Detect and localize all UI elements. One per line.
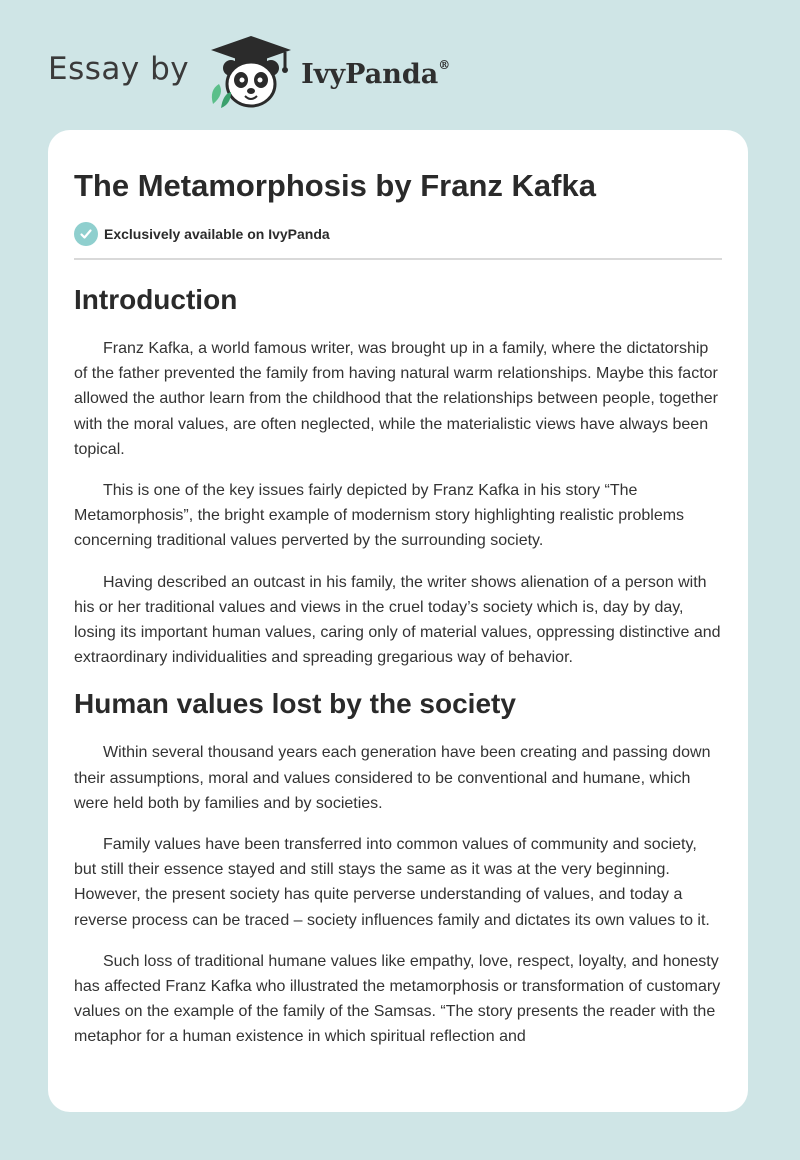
section-heading: Human values lost by the society <box>74 688 516 720</box>
paragraph: Such loss of traditional humane values like empathy, love, respect, loyalty, and honesty has affected Franz Kafka who illustrated the metamorphosis or transformation of customary values on the example of the family of the Samsas. “The story presents the reader with the metaphor for a human existence in which spiritual reflection and <box>74 952 721 1046</box>
brand-header <box>48 34 450 110</box>
paragraph: This is one of the key issues fairly depicted by Franz Kafka in his story “The Metamorphosis”, the bright example of modernism story highlighting realistic problems concerning traditional values perverted by the surrounding society. <box>74 482 685 550</box>
section-human-values <box>74 686 722 1049</box>
check-circle-icon <box>74 222 98 246</box>
brand-name: IvyPanda® <box>301 57 451 90</box>
divider <box>74 258 722 260</box>
exclusive-badge <box>74 222 722 246</box>
paragraph: Franz Kafka, a world famous writer, was brought up in a family, where the dictatorship of the father prevented the family from having natural warm relationships. Maybe this factor allowed the author learn from the childhood that the relationships between people, together with the moral values, are often neglected, while the materialistic views have always been topical. <box>74 340 718 458</box>
paragraph: Family values have been transferred into common values of community and society, but still their essence stayed and still stays the same as it was at the very beginning. However, the present society has quite perverse understanding of values, and today a reverse process can be traced – society influences family and dictates its own values to it. <box>74 836 710 929</box>
paragraph: Having described an outcast in his family, the writer shows alienation of a person with his or her traditional values and views in the cruel today’s society which is, day by day, losing its important human values, caring only of material values, oppressing distinctive and extraordinary individualities and spreading gregarious way of behavior. <box>74 573 721 667</box>
essay-card <box>48 130 748 1112</box>
section-introduction <box>74 282 722 670</box>
brand-prefix: Essay by <box>48 51 190 87</box>
badge-label: Exclusively available on IvyPanda <box>104 226 330 242</box>
panda-graduate-logo-icon <box>205 34 297 110</box>
page-title: The Metamorphosis by Franz Kafka <box>74 168 596 203</box>
section-heading: Introduction <box>74 284 238 315</box>
paragraph: Within several thousand years each generation have been creating and passing down their assumptions, moral and values considered to be conventional and humane, which were held both by families and by societies. <box>74 744 711 812</box>
registered-mark: ® <box>438 57 451 72</box>
